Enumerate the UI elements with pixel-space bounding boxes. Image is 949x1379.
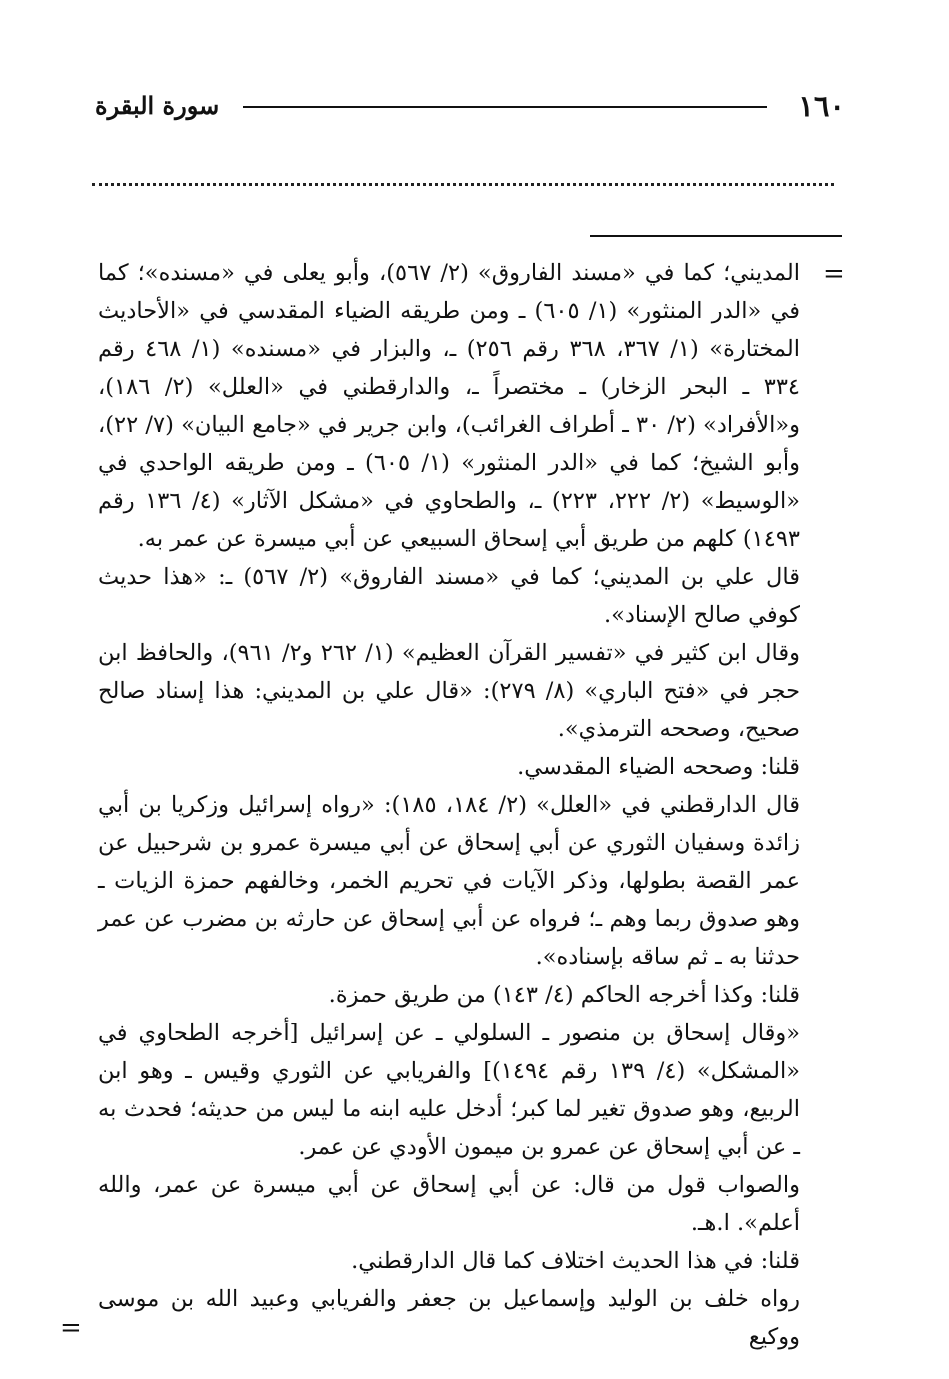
footnote-paragraph: قال الدارقطني في «العلل» (٢/ ١٨٤، ١٨٥): «رواه إسرائيل وزكريا بن أبي زائدة وسفيان الثوري عن أبي إسحاق عن أبي ميسرة عمرو بن شرحبيل عن عمر القصة بطولها، وذكر الآيات في تحريم الخمر، وخالفهم حمزة الزيات ـ وهو صدوق ربما وهم ـ؛ فرواه عن أبي إسحاق عن حارثه بن مضرب عن عمر حدثنا به ـ ثم ساقه بإسناده».: [98, 792, 800, 970]
footnote-paragraph: والصواب قول من قال: عن أبي إسحاق عن أبي ميسرة عن عمر، والله أعلم». ا.هـ.: [98, 1172, 800, 1236]
footnote-paragraph: رواه خلف بن الوليد وإسماعيل بن جعفر والفريابي وعبيد الله بن موسى ووكيع: [98, 1286, 800, 1350]
footnote-paragraph: قال علي بن المديني؛ كما في «مسند الفاروق» (٢/ ٥٦٧) ـ: «هذا حديث كوفي صالح الإسناد».: [98, 564, 800, 628]
continuation-start-marker: =: [823, 259, 845, 289]
footnote-paragraph: قلنا: وكذا أخرجه الحاكم (٤/ ١٤٣) من طريق حمزة.: [328, 982, 800, 1008]
continuation-end-marker: =: [60, 1313, 82, 1343]
dotted-separator: [92, 183, 834, 186]
footnote-paragraph: وقال ابن كثير في «تفسير القرآن العظيم» (١/ ٢٦٢ و٢/ ٩٦١)، والحافظ ابن حجر في «فتح الباري» (٨/ ٢٧٩): «قال علي بن المديني: هذا إسناد صالح صحيح، وصححه الترمذي».: [98, 640, 800, 742]
footnote-paragraph: قلنا: في هذا الحديث اختلاف كما قال الدارقطني.: [351, 1248, 800, 1274]
page-header: [95, 86, 845, 126]
footnote-text: [98, 254, 800, 1356]
footnote-paragraph: المديني؛ كما في «مسند الفاروق» (٢/ ٥٦٧)، وأبو يعلى في «مسنده»؛ كما في «الدر المنثور» (١/ ٦٠٥) ـ ومن طريقه الضياء المقدسي في «الأحاديث المختارة» (١/ ٣٦٧، ٣٦٨ رقم ٢٥٦) ـ، والبزار في «مسنده» (١/ ٤٦٨ رقم ٣٣٤ ـ البحر الزخار) ـ مختصراً ـ، والدارقطني في «العلل» (٢/ ١٨٦)، و«الأفراد» (٢/ ٣٠ ـ أطراف الغرائب)، وابن جرير في «جامع البيان» (٧/ ٢٢)، وأبو الشيخ؛ كما في «الدر المنثور» (١/ ٦٠٥) ـ ومن طريقه الواحدي في «الوسيط» (٢/ ٢٢٢، ٢٢٣) ـ، والطحاوي في «مشكل الآثار» (٤/ ١٣٦ رقم ١٤٩٣) كلهم من طريق أبي إسحاق السبيعي عن أبي ميسرة عن عمر به.: [98, 260, 801, 552]
footnote-paragraph: «وقال إسحاق بن منصور ـ السلولي ـ عن إسرائيل [أخرجه الطحاوي في «المشكل» (٤/ ١٣٩ رقم ١٤٩٤)] والفريابي عن الثوري وقيس ـ وهو ابن الربيع، وهو صدوق تغير لما كبر؛ أدخل عليه ابنه ما ليس من حديثه؛ فحدث به ـ عن أبي إسحاق عن عمرو بن ميمون الأودي عن عمر.: [98, 1020, 801, 1160]
footnote-rule: [590, 235, 842, 237]
page-number: ١٦٠: [798, 89, 845, 123]
footnote-paragraph: قلنا: وصححه الضياء المقدسي.: [517, 754, 800, 780]
header-rule: [243, 106, 767, 108]
surah-title: سورة البقرة: [95, 91, 220, 120]
